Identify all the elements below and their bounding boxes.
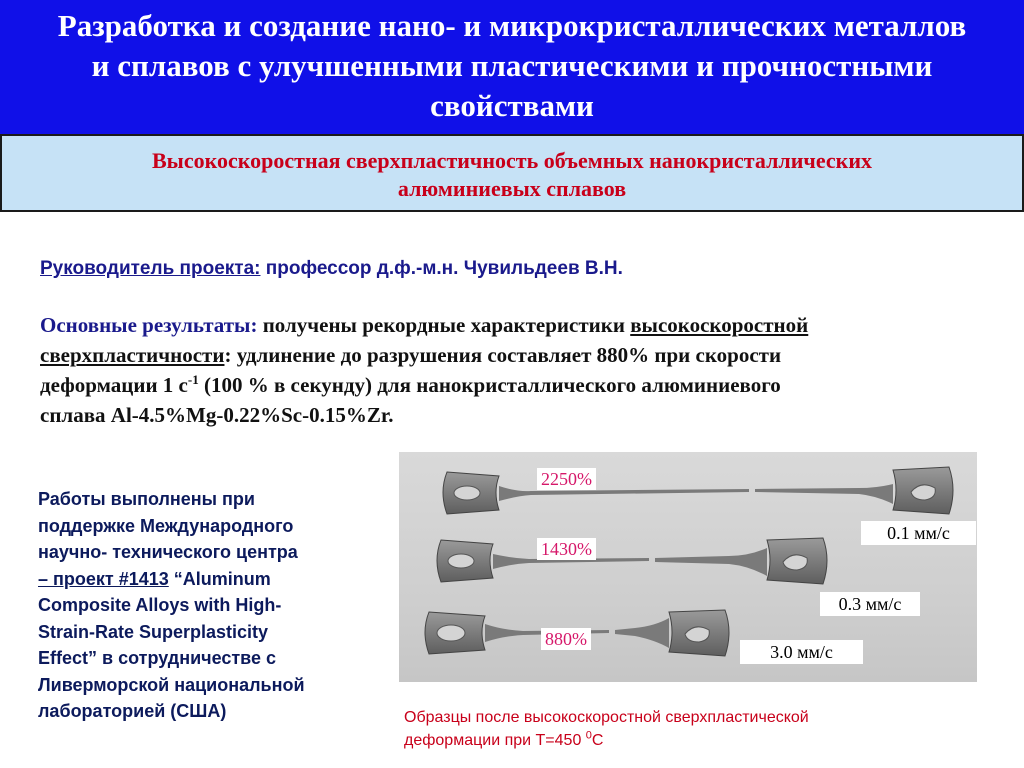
strain-rate-label: 0.1 мм/с [861, 521, 976, 545]
project-leader-name: профессор д.ф.-м.н. Чувильдеев В.Н. [260, 258, 623, 279]
support-line [38, 566, 383, 593]
support-line: научно- технического центра [38, 542, 298, 562]
specimen-2250 [443, 467, 953, 514]
support-line: Composite Alloys with High- [38, 595, 282, 615]
support-line: Работы выполнены при [38, 489, 255, 509]
support-line: Ливерморской национальной [38, 674, 305, 695]
support-line: поддержке Международного [38, 515, 294, 536]
title-line: и сплавов с улучшенными пластическими и прочностными [91, 48, 933, 83]
title-line: Разработка и создание нано- и микрокристаллических металлов [57, 8, 967, 43]
results-line [40, 340, 990, 370]
project-reference: – проект #1413 [38, 568, 169, 589]
specimen-1430 [437, 538, 827, 584]
results-text: (100 % в секунду) для нанокристаллического алюминиевого [198, 373, 781, 397]
caption-line: Образцы после высокоскоростной сверхпластической [404, 709, 809, 726]
results-text: сплава Al-4.5%Mg-0.22%Sc-0.15%Zr. [40, 403, 394, 427]
caption-text: деформации при Т=450 [404, 732, 586, 749]
elongation-label: 2250% [537, 468, 596, 490]
strain-rate-label: 0.3 мм/с [820, 592, 920, 616]
subtitle-box [0, 134, 1024, 212]
project-title: “Aluminum [168, 568, 271, 589]
subtitle-line: алюминиевых сплавов [397, 176, 627, 201]
subtitle-line: Высокоскоростная сверхпластичность объемных нанокристаллических [151, 148, 872, 173]
elongation-label: 1430% [537, 538, 596, 560]
results-line [40, 400, 990, 430]
results-text: : удлинение до разрушения составляет 880% при скорости [224, 343, 782, 367]
results-text: получены рекордные характеристики [257, 313, 631, 337]
support-line: лабораторией (США) [38, 701, 227, 721]
elongation-label: 880% [541, 628, 591, 650]
results-text: деформации 1 с [40, 373, 188, 397]
photo-caption [404, 706, 1004, 752]
caption-superscript: 0 [585, 729, 592, 742]
project-leader-label: Руководитель проекта: [40, 258, 261, 279]
support-note [38, 486, 383, 725]
caption-text: С [591, 732, 604, 749]
specimens-photo [399, 452, 977, 682]
results-line [40, 310, 990, 340]
caption-line [404, 729, 1004, 752]
results-term: высокоскоростной [630, 313, 809, 337]
results-line [40, 370, 990, 400]
support-line: Effect” в сотрудничестве с [38, 648, 277, 668]
results-label: Основные результаты: [40, 313, 258, 337]
results-term: сверхпластичности [40, 343, 225, 367]
specimens-illustration [399, 452, 977, 682]
title-banner [0, 0, 1024, 134]
main-results [40, 310, 990, 430]
results-superscript: -1 [187, 372, 199, 387]
support-line: Strain-Rate Superplasticity [38, 621, 269, 642]
project-leader [40, 258, 623, 280]
title-line: свойствами [430, 88, 594, 123]
strain-rate-label: 3.0 мм/с [740, 640, 863, 664]
